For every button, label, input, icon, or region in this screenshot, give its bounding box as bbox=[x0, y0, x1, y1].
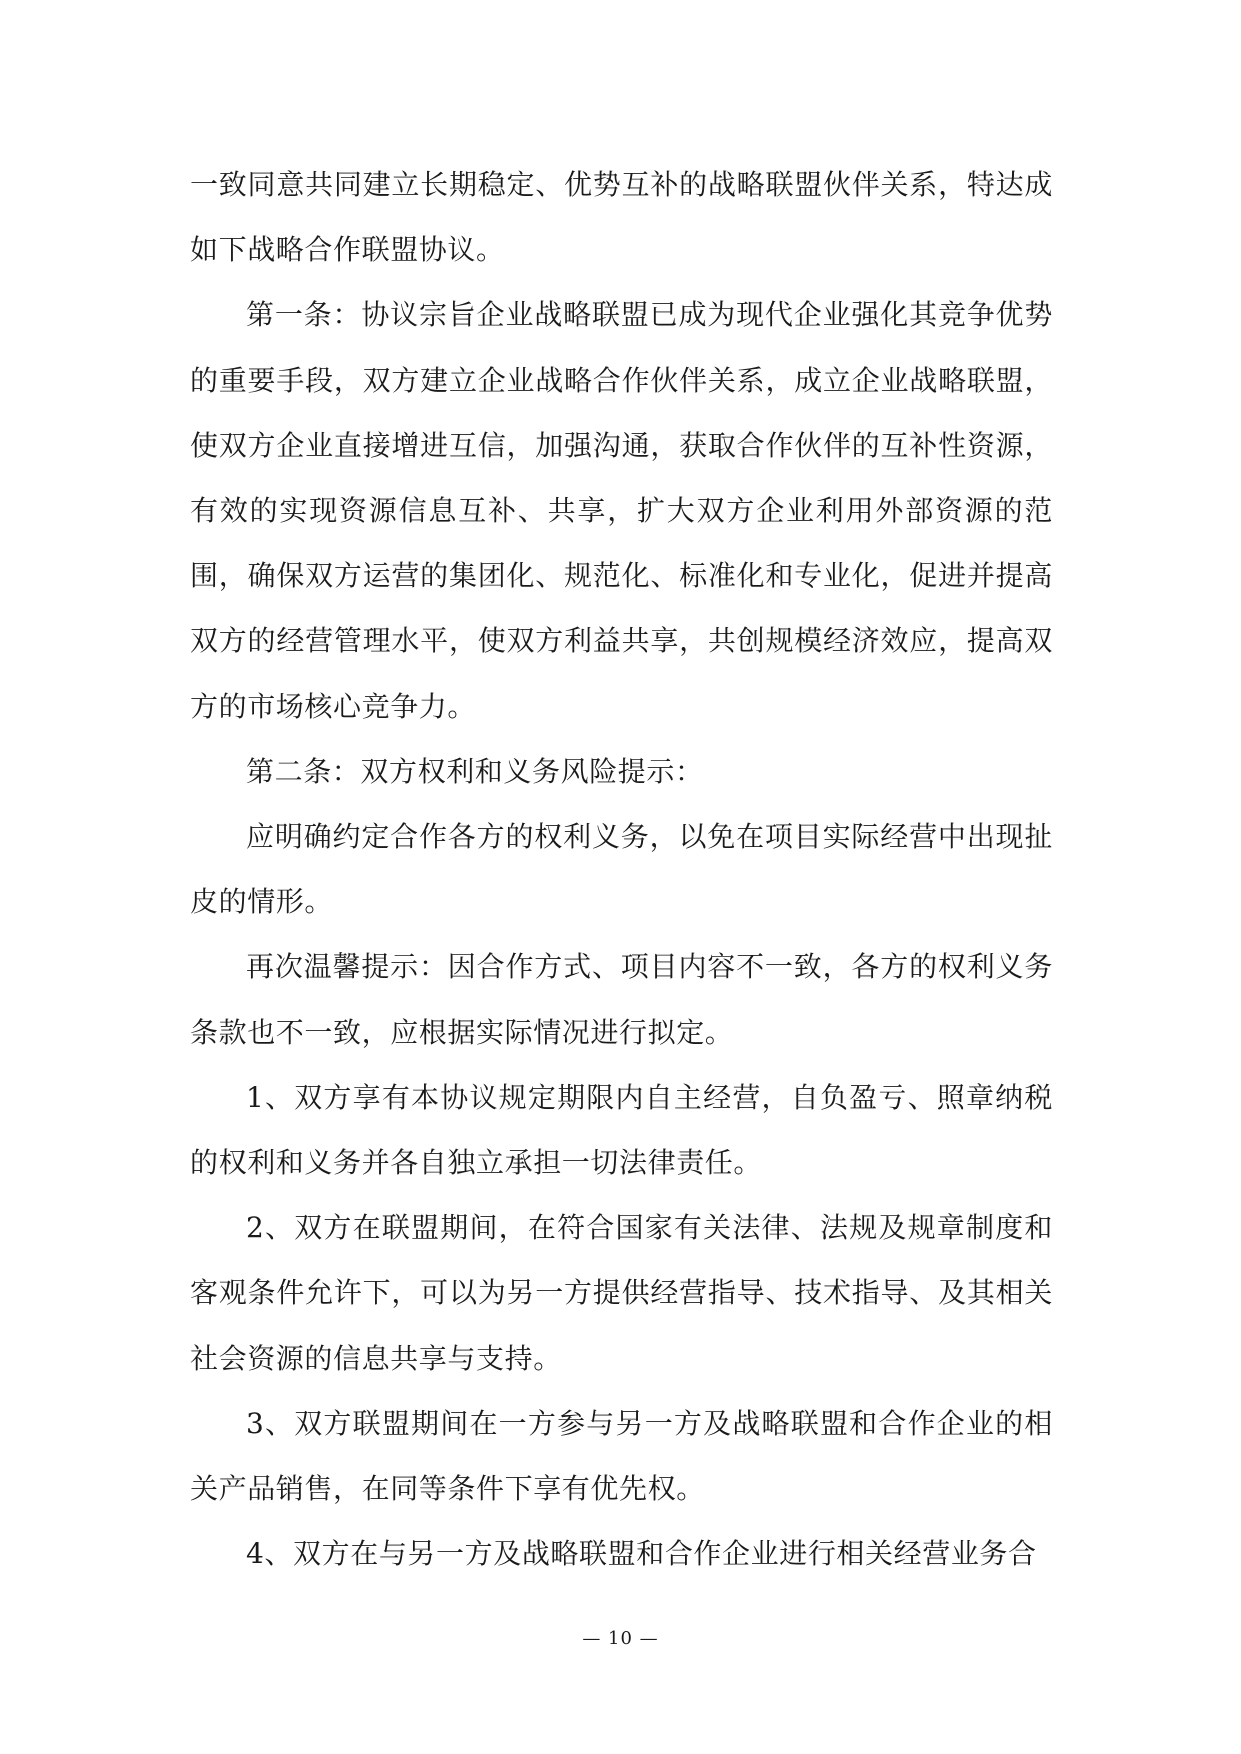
paragraph-clause-2: 2、双方在联盟期间，在符合国家有关法律、法规及规章制度和客观条件允许下，可以为另一方提供经营指导、技术指导、及其相关社会资源的信息共享与支持。 bbox=[190, 1211, 1053, 1375]
paragraph-risk-note: 应明确约定合作各方的权利义务，以免在项目实际经营中出现扯皮的情形。 bbox=[190, 820, 1053, 919]
paragraph-clause-3: 3、双方联盟期间在一方参与另一方及战略联盟和合作企业的相关产品销售，在同等条件下享有优先权。 bbox=[190, 1406, 1053, 1506]
paragraph-article-2-heading: 第二条：双方权利和义务风险提示： bbox=[246, 754, 704, 788]
paragraph-article-1: 第一条：协议宗旨企业战略联盟已成为现代企业强化其竞争优势的重要手段，双方建立企业战略合作伙伴关系，成立企业战略联盟，使双方企业直接增进互信，加强沟通，获取合作伙伴的互补性资源，有效的实现资源信息互补、共享，扩大双方企业利用外部资源的范围，确保双方运营的集团化、规范化、标准化和专业化，促进并提高双方的经营管理水平，使双方利益共享，共创规模经济效应，提高双方的市场核心竞争力。 bbox=[190, 298, 1053, 723]
document-body bbox=[190, 152, 1053, 1586]
paragraph-clause-1: 1、双方享有本协议规定期限内自主经营，自负盈亏、照章纳税的权利和义务并各自独立承担一切法律责任。 bbox=[190, 1080, 1053, 1180]
paragraph-intro-continuation: 一致同意共同建立长期稳定、优势互补的战略联盟伙伴关系，特达成如下战略合作联盟协议。 bbox=[190, 168, 1053, 267]
paragraph-clause-4: 4、双方在与另一方及战略联盟和合作企业进行相关经营业务合 bbox=[246, 1537, 1037, 1571]
paragraph-reminder: 再次温馨提示：因合作方式、项目内容不一致，各方的权利义务条款也不一致，应根据实际情况进行拟定。 bbox=[190, 950, 1053, 1049]
page-number: — 10 — bbox=[582, 1628, 659, 1649]
